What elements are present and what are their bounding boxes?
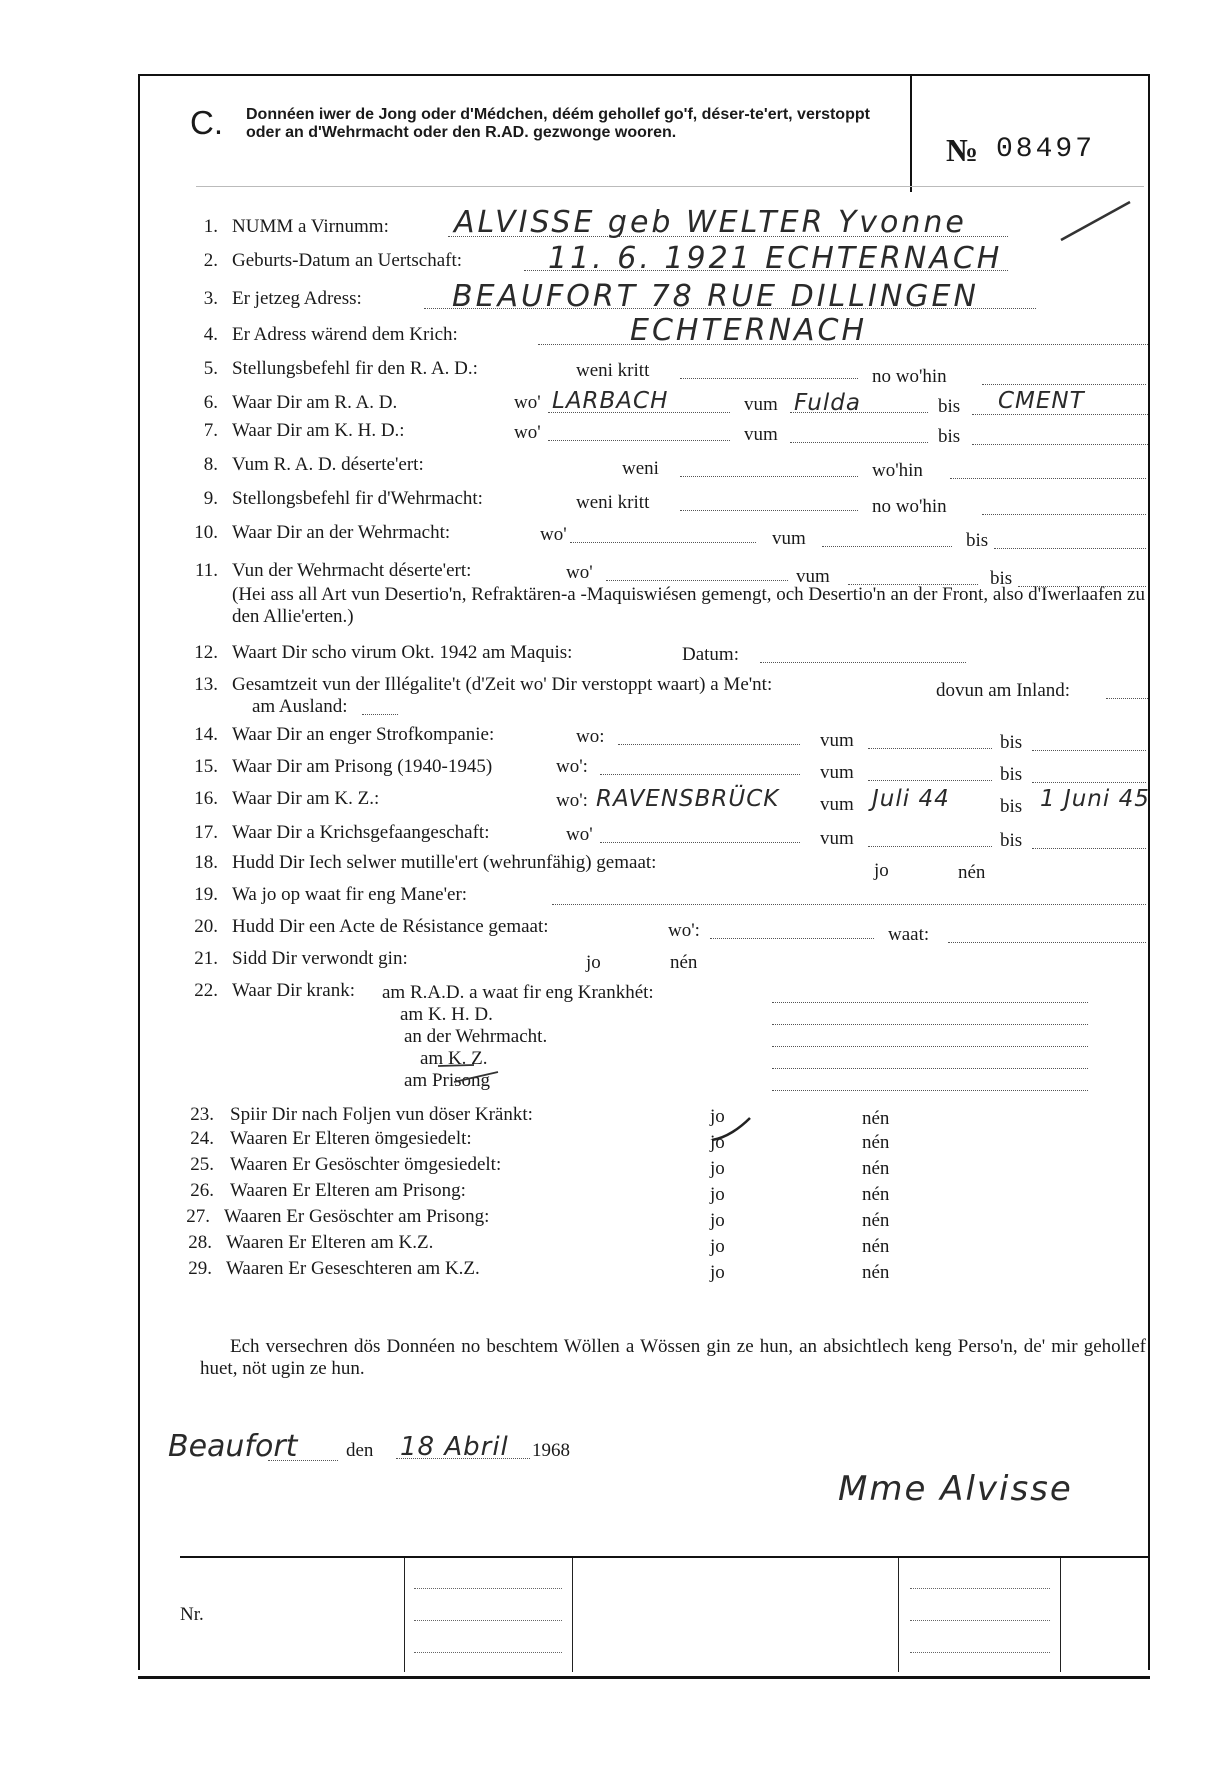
option-yes[interactable]: jo <box>710 1262 725 1283</box>
field-number: 15. <box>194 756 218 777</box>
field-line <box>994 548 1146 549</box>
field-label: Waar Dir am K. Z.: <box>232 788 380 809</box>
footer-table <box>180 1556 1150 1672</box>
form-number: 08497 <box>996 134 1096 165</box>
option-no[interactable]: nén <box>958 862 986 883</box>
field-label: Waart Dir scho virum Okt. 1942 am Maquis: <box>232 642 573 663</box>
field-label: Hudd Dir een Acte de Résistance gemaat: <box>232 916 549 937</box>
header-divider <box>910 74 912 192</box>
field-number: 17. <box>194 822 218 843</box>
option-no[interactable]: nén <box>862 1108 890 1129</box>
field-label: Waaren Er Elteren am K.Z. <box>226 1232 434 1253</box>
field-sublabel: vum <box>820 794 854 815</box>
section-title: Donnéen iwer de Jong oder d'Médchen, déém gehollef go'f, déser-te'ert, verstoppt oder an d'Wehrmacht oder den R.AD. gezwonge wooren. <box>246 106 870 141</box>
field-sublabel: bis <box>938 396 961 417</box>
slash-mark <box>1056 196 1136 246</box>
illness-sub-wehrmacht: an der Wehrmacht. <box>404 1026 548 1047</box>
field-sublabel: wo' <box>566 824 593 845</box>
field-label: Waaren Er Elteren am Prisong: <box>230 1180 466 1201</box>
field-number: 7. <box>203 420 218 441</box>
field-number: 20. <box>194 916 218 937</box>
option-no[interactable]: nén <box>862 1210 890 1231</box>
field-label: Wa jo op waat fir eng Mane'er: <box>232 884 468 905</box>
field-line <box>822 546 952 547</box>
field-sublabel: wo' <box>540 524 567 545</box>
field-label: Waar Dir a Krichsgefaangeschaft: <box>232 822 490 843</box>
option-yes[interactable]: jo <box>710 1210 725 1231</box>
field-sublabel: weni <box>622 458 659 479</box>
field-sublabel: wo': <box>556 756 588 777</box>
field-number: 12. <box>194 642 218 663</box>
field-label: Sidd Dir verwondt gin: <box>232 948 408 969</box>
field-label: Gesamtzeit vun der Illégalite't (d'Zeit wo' Dir verstoppt waart) a Me'nt: <box>232 674 773 695</box>
field-line <box>1106 698 1148 699</box>
footer-line <box>910 1652 1050 1653</box>
field-label: Waar Dir an der Wehrmacht: <box>232 522 451 543</box>
option-yes[interactable]: jo <box>874 860 889 881</box>
field-line <box>868 780 992 781</box>
field-number: 25. <box>190 1154 214 1175</box>
field-sublabel: dovun am Inland: <box>936 680 1071 701</box>
field-line <box>982 514 1146 515</box>
field-sublabel: bis <box>1000 830 1023 851</box>
field-line <box>552 904 1146 905</box>
field-number: 1. <box>203 216 218 237</box>
field-sublabel: vum <box>744 394 778 415</box>
field-label-address: Er jetzeg Adress: <box>232 288 362 309</box>
field-label: Stellongsbefehl fir d'Wehrmacht: <box>232 488 483 509</box>
field-line <box>760 662 966 663</box>
field-sublabel: bis <box>990 568 1013 589</box>
illness-sub-rad: am R.A.D. a waat fir eng Krankhét: <box>382 982 654 1003</box>
field-number: 22. <box>194 980 218 1001</box>
address-value[interactable]: BEAUFORT 78 RUE DILLINGEN <box>452 279 979 314</box>
field-sublabel: bis <box>1000 764 1023 785</box>
form-bottom-rule <box>138 1676 1150 1679</box>
field-number: 5. <box>203 358 218 379</box>
footer-line <box>910 1620 1050 1621</box>
field-line <box>950 478 1146 479</box>
field-sublabel: wo' <box>566 562 593 583</box>
field-line <box>772 1068 1088 1069</box>
footer-line <box>414 1652 562 1653</box>
field-line <box>268 1460 338 1461</box>
underline-marks <box>434 1052 514 1088</box>
kz-from-value[interactable]: Juli 44 <box>872 786 950 812</box>
option-yes[interactable]: jo <box>710 1236 725 1257</box>
field-number: 3. <box>203 288 218 309</box>
field-label: Waar Dir am K. H. D.: <box>232 420 405 441</box>
field-label: Waar Dir am R. A. D. <box>232 392 398 413</box>
field-number: 4. <box>203 324 218 345</box>
field-line <box>362 714 398 715</box>
name-value[interactable]: ALVISSE geb WELTER Yvonne <box>454 205 967 240</box>
field-label: Waar Dir krank: <box>232 980 355 1001</box>
field-label: Waar Dir an enger Strofkompanie: <box>232 724 495 745</box>
field-line <box>772 1002 1088 1003</box>
field-sublabel: no wo'hin <box>872 496 947 517</box>
footer-line <box>414 1620 562 1621</box>
option-no[interactable]: nén <box>862 1262 890 1283</box>
field-sublabel: vum <box>796 566 830 587</box>
field-line <box>680 476 858 477</box>
field-line <box>710 938 874 939</box>
field-label: Waaren Er Gesöschter am Prisong: <box>224 1206 490 1227</box>
rad-where-value[interactable]: LARBACH <box>552 388 669 414</box>
option-no[interactable]: nén <box>862 1236 890 1257</box>
field-number: 8. <box>203 454 218 475</box>
field-line <box>570 542 756 543</box>
field-line <box>790 442 928 443</box>
option-no[interactable]: nén <box>862 1132 890 1153</box>
field-sublabel: no wo'hin <box>872 366 947 387</box>
field-sublabel: weni kritt <box>576 492 650 513</box>
field-label: Waaren Er Elteren ömgesiedelt: <box>230 1128 472 1149</box>
kz-where-value[interactable]: RAVENSBRÜCK <box>596 786 780 812</box>
field-line <box>772 1046 1088 1047</box>
field-sublabel: bis <box>938 426 961 447</box>
field-sublabel: vum <box>744 424 778 445</box>
field-line <box>868 846 992 847</box>
option-no[interactable]: nén <box>862 1158 890 1179</box>
field-sublabel: bis <box>1000 796 1023 817</box>
field-line <box>1032 848 1146 849</box>
field-sublabel: wo: <box>576 726 605 747</box>
field-label: Waar Dir am Prisong (1940-1945) <box>232 756 493 777</box>
option-yes[interactable]: jo <box>710 1106 725 1127</box>
field-number: 18. <box>194 852 218 873</box>
field-line <box>772 1024 1088 1025</box>
field-line <box>600 774 800 775</box>
kz-to-value[interactable]: 1 Juni 45 <box>1040 786 1150 812</box>
field-label: Vum R. A. D. déserte'ert: <box>232 454 424 475</box>
field-sublabel: wo': <box>556 790 588 811</box>
field-number: 16. <box>194 788 218 809</box>
field-sublabel: bis <box>966 530 989 551</box>
birth-value[interactable]: 11. 6. 1921 ECHTERNACH <box>548 241 1003 276</box>
field-sublabel: am Ausland: <box>252 696 348 717</box>
footer-col <box>898 1558 899 1672</box>
field-line <box>772 1090 1088 1091</box>
footer-col <box>1060 1558 1061 1672</box>
illness-sub-khd: am K. H. D. <box>400 1004 493 1025</box>
field-sublabel: vum <box>772 528 806 549</box>
field-line <box>606 580 788 581</box>
field-line <box>600 842 800 843</box>
field-number: 29. <box>188 1258 212 1279</box>
footer-line <box>414 1588 562 1589</box>
field-line <box>982 384 1146 385</box>
field-label-name: NUMM a Virnumm: <box>232 216 389 237</box>
footer-col <box>572 1558 573 1672</box>
field-line <box>548 440 730 441</box>
field-number: 24. <box>190 1128 214 1149</box>
field-sublabel: Datum: <box>682 644 739 665</box>
field-number: 9. <box>203 488 218 509</box>
nr-label: Nr. <box>180 1604 204 1625</box>
field-number: 26. <box>190 1180 214 1201</box>
field-line <box>618 744 800 745</box>
field-sublabel: vum <box>820 828 854 849</box>
place-value[interactable]: Beaufort <box>168 1429 298 1464</box>
field-label-birth: Geburts-Datum an Uertschaft: <box>232 250 463 271</box>
field-line <box>1032 750 1146 751</box>
field-number: 14. <box>194 724 218 745</box>
field-number: 2. <box>203 250 218 271</box>
option-yes[interactable]: jo <box>710 1132 725 1153</box>
field-number: 13. <box>194 674 218 695</box>
field-label: Hudd Dir Iech selwer mutille'ert (wehrunfähig) gemaat: <box>232 852 657 873</box>
field-number: 23. <box>190 1104 214 1125</box>
rad-to-value[interactable]: CMENT <box>998 388 1085 414</box>
field-number: 27. <box>186 1206 210 1227</box>
field-label: Spiir Dir nach Foljen vun döser Kränkt: <box>230 1104 533 1125</box>
number-label: № <box>946 132 979 168</box>
field-label: Stellungsbefehl fir den R. A. D.: <box>232 358 478 379</box>
option-yes[interactable]: jo <box>710 1158 725 1179</box>
field-sublabel: wo' <box>514 392 541 413</box>
desertion-note: (Hei ass all Art vun Desertio'n, Refraktären-a -Maquiswiésen gemengt, och Desertio'n an der Front, also d'Iwerlaafen zu den Allie'erten.) <box>232 584 1145 627</box>
war-address-value[interactable]: ECHTERNACH <box>630 313 868 348</box>
field-label: Vun der Wehrmacht déserte'ert: <box>232 560 472 581</box>
illness-sub-kz: am K. Z. <box>420 1048 488 1069</box>
field-sublabel: wo'hin <box>872 460 923 481</box>
field-number: 19. <box>194 884 218 905</box>
rad-from-value[interactable]: Fulda <box>794 390 861 416</box>
signature: Mme Alvisse <box>838 1469 1073 1509</box>
field-number: 10. <box>194 522 218 543</box>
field-line <box>868 748 992 749</box>
field-sublabel: wo': <box>668 920 700 941</box>
illness-sub-prisong: am Prisong <box>404 1070 491 1091</box>
field-sublabel: vum <box>820 762 854 783</box>
option-no[interactable]: nén <box>862 1184 890 1205</box>
field-number: 21. <box>194 948 218 969</box>
option-yes[interactable]: jo <box>586 952 601 973</box>
declaration-text: Ech versechren dös Donnéen no beschtem Wöllen a Wössen gin ze hun, an absichtlech keng Perso'n, de' mir gehollef huet, nöt ugin ze hun. <box>200 1336 1146 1379</box>
field-label: Waaren Er Geseschteren am K.Z. <box>226 1258 480 1279</box>
den-label: den <box>346 1440 374 1461</box>
option-yes[interactable]: jo <box>710 1184 725 1205</box>
footer-line <box>910 1588 1050 1589</box>
field-line <box>972 444 1148 445</box>
field-sublabel: waat: <box>888 924 930 945</box>
date-value[interactable]: 18 Abril <box>400 1432 509 1462</box>
footer-col <box>404 1558 405 1672</box>
field-number: 28. <box>188 1232 212 1253</box>
field-label: Waaren Er Gesöschter ömgesiedelt: <box>230 1154 502 1175</box>
section-letter: C. <box>190 104 223 141</box>
field-number: 6. <box>203 392 218 413</box>
field-sublabel: weni kritt <box>576 360 650 381</box>
header-separator <box>196 186 1144 187</box>
field-line <box>680 378 858 379</box>
field-sublabel: bis <box>1000 732 1023 753</box>
field-line <box>1032 782 1146 783</box>
option-no[interactable]: nén <box>670 952 698 973</box>
field-sublabel: wo' <box>514 422 541 443</box>
field-sublabel: vum <box>820 730 854 751</box>
field-label-war-address: Er Adress wärend dem Krich: <box>232 324 458 345</box>
year-value: 1968 <box>532 1440 570 1461</box>
field-line <box>680 510 858 511</box>
field-line <box>948 942 1146 943</box>
field-number: 11. <box>194 560 218 581</box>
